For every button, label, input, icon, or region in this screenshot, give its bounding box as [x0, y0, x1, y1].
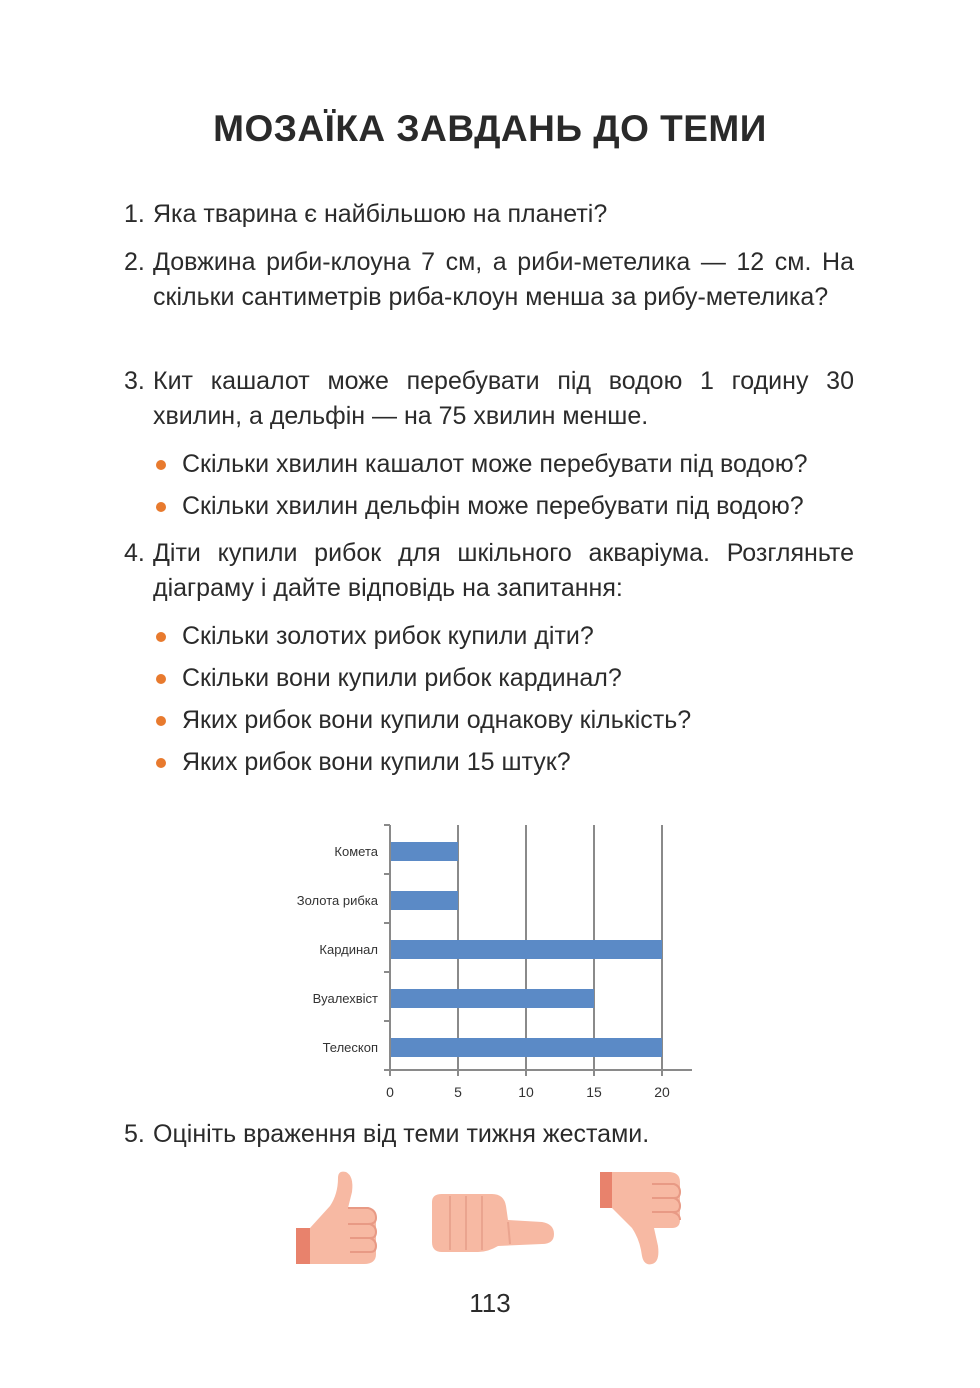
bullet-dot-icon — [156, 632, 166, 642]
category-label: Золота рибка — [296, 893, 378, 908]
bullet-text: Скільки хвилин кашалот може перебувати під водою? — [182, 450, 808, 478]
bullet-dot-icon — [156, 502, 166, 512]
category-label: Вуалехвіст — [312, 991, 378, 1006]
task-text: Яка тварина є найбільшою на планеті? — [153, 200, 608, 228]
bullet-item — [156, 619, 876, 654]
fish-bar-chart — [270, 815, 710, 1110]
page-number: 113 — [469, 1288, 511, 1318]
bullet-dot-icon — [156, 758, 166, 768]
category-label: Телескоп — [322, 1040, 378, 1055]
bar-4 — [390, 989, 594, 1008]
task-item-2 — [124, 245, 854, 315]
task-number: 1. — [124, 200, 145, 228]
category-label: Комета — [334, 844, 378, 859]
bullet-text: Скільки золотих рибок купили діти? — [182, 622, 594, 650]
bullet-item — [156, 661, 876, 696]
x-tick-label: 5 — [454, 1084, 462, 1100]
task-item-1 — [124, 197, 854, 232]
task-number: 3. — [124, 367, 145, 395]
bullet-item — [156, 447, 876, 482]
bar-2 — [390, 891, 458, 910]
bullet-item — [156, 489, 876, 524]
bullet-dot-icon — [156, 460, 166, 470]
task-text: Діти купили рибок для шкільного акваріума. Розгляньте діаграму і дайте відповідь на запитання: — [153, 539, 854, 602]
x-tick-label: 15 — [586, 1084, 602, 1100]
category-label: Кардинал — [319, 942, 378, 957]
task-number: 4. — [124, 539, 145, 567]
task-text: Оцініть враження від теми тижня жестами. — [153, 1120, 650, 1148]
x-tick-label: 20 — [654, 1084, 670, 1100]
task-text: Кит кашалот може перебувати під водою 1 годину 30 хвилин, а дельфін — на 75 хвилин менше. — [153, 367, 854, 430]
bullet-dot-icon — [156, 674, 166, 684]
task-number: 5. — [124, 1120, 145, 1148]
bar-3 — [390, 940, 662, 959]
thumb-sideways-icon — [428, 1192, 558, 1254]
bullet-dot-icon — [156, 716, 166, 726]
bullet-text: Скільки хвилин дельфін може перебувати під водою? — [182, 492, 804, 520]
task-number: 2. — [124, 248, 145, 276]
task-item-5 — [124, 1117, 854, 1152]
bullet-item — [156, 703, 876, 738]
task-item-4 — [124, 536, 854, 606]
bar-1 — [390, 842, 458, 861]
thumbs-down-icon — [596, 1170, 682, 1266]
x-tick-label: 10 — [518, 1084, 534, 1100]
bullet-text: Скільки вони купили рибок кардинал? — [182, 664, 622, 692]
task-item-3 — [124, 364, 854, 434]
page-title: МОЗАЇКА ЗАВДАНЬ ДО ТЕМИ — [213, 108, 767, 149]
bullet-text: Яких рибок вони купили 15 штук? — [182, 748, 571, 776]
task-text: Довжина риби-клоуна 7 см, а риби-метелика — 12 см. На скільки сантиметрів риба-клоун менша за рибу-метелика? — [153, 248, 854, 311]
bullet-item — [156, 745, 876, 780]
x-tick-label: 0 — [386, 1084, 394, 1100]
bullet-text: Яких рибок вони купили однакову кількість? — [182, 706, 692, 734]
thumbs-up-icon — [292, 1170, 378, 1266]
bar-5 — [390, 1038, 662, 1057]
